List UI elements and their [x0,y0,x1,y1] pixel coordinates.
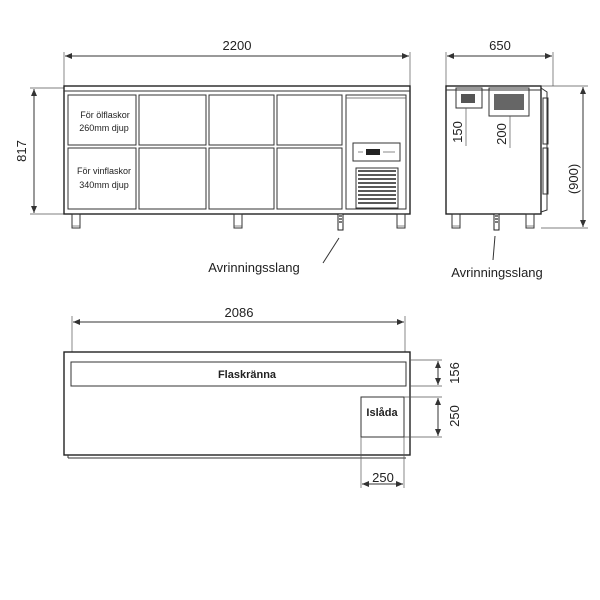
dim-250-vertical [404,397,462,437]
dim-250-horizontal [361,437,404,488]
drawer-bottom-1 [68,148,136,209]
compressor-compartment [346,95,406,209]
top-view [64,305,462,488]
control-display [366,149,380,155]
drawer-top-4 [277,95,342,145]
side-drain-hose [493,214,499,260]
drawer-bottom-label-line1: För vinflaskor [76,166,132,176]
dim-156 [410,360,462,386]
ice-drawer-label: Islåda [366,407,398,419]
top-width-dimension [72,305,405,352]
ice-drawer-fill [494,94,524,110]
front-height-label: 817 [14,140,29,162]
side-cabinet-body [446,86,541,214]
side-dim-150: 150 [450,121,465,143]
drawer-bottom-2 [139,148,206,209]
dim-250-vertical-label: 250 [447,405,462,427]
drawer-top-label-line1: För ölflaskor [80,110,130,120]
side-depth-dimension [446,38,553,86]
front-drain-hose-label: Avrinningsslang [208,260,300,275]
side-dim-200: 200 [494,123,509,145]
ventilation-grille [356,168,398,208]
trough-fill [461,94,475,103]
drawer-bottom-3 [209,148,274,209]
drawer-top-3 [209,95,274,145]
bottle-trough-label: Flaskränna [217,369,277,381]
drawer-bottom-label-line2: 340mm djup [79,180,129,190]
side-door-profile [541,88,547,212]
drawer-top-2 [139,95,206,145]
front-feet [72,214,405,228]
top-width-label: 2086 [224,305,254,320]
front-width-dimension [64,38,410,86]
side-dim-900: (900) [566,163,581,195]
drawer-top-1 [68,95,136,145]
side-drain-hose-label: Avrinningsslang [451,265,543,280]
dim-156-label: 156 [447,362,462,384]
drawer-top-label-line2: 260mm djup [79,123,129,133]
drawer-bottom-4 [277,148,342,209]
front-width-label: 2200 [222,38,252,53]
top-outline [64,352,410,455]
front-view [14,38,410,275]
side-view [446,38,588,280]
side-depth-label: 650 [489,38,511,53]
dim-250-horizontal-label: 250 [372,470,394,485]
front-drain-hose [323,214,343,263]
front-height-dimension [14,88,64,214]
